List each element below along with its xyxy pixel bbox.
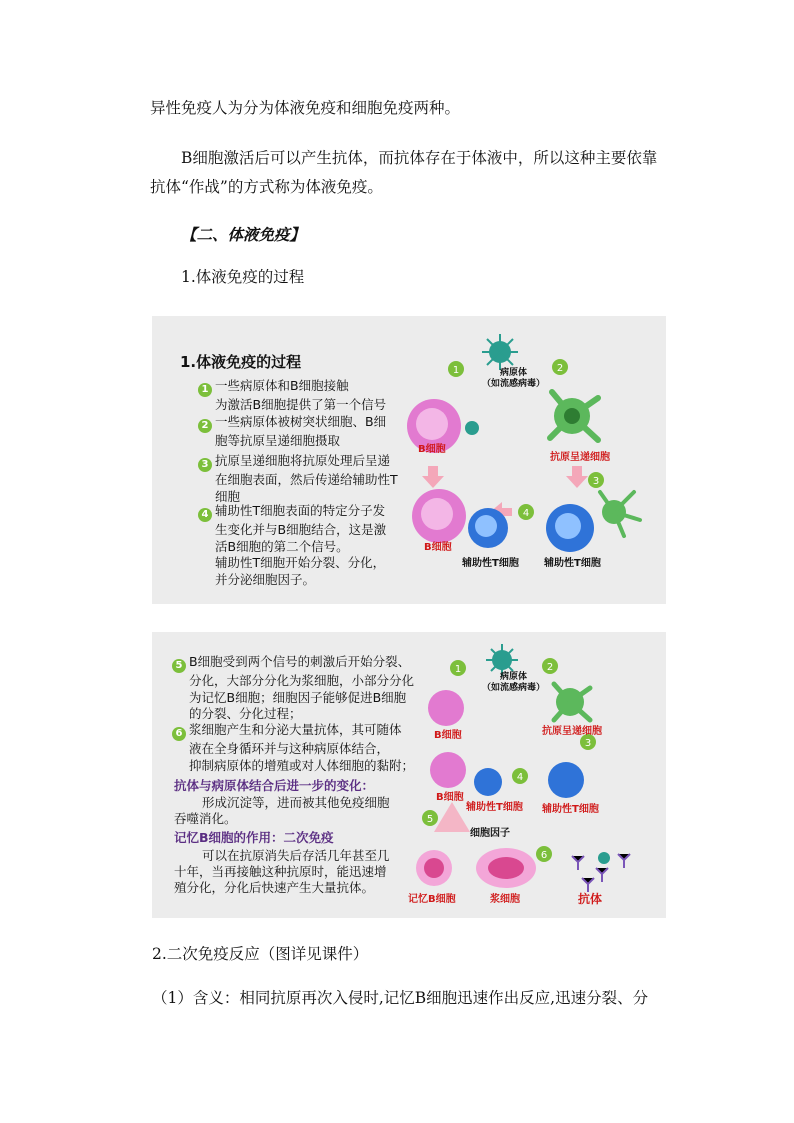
- label-apc: 抗原呈递细胞: [542, 726, 602, 737]
- label-helper-t-cell: 辅助性T细胞: [462, 558, 519, 569]
- subheading-process: 1.体液免疫的过程: [181, 268, 305, 286]
- pathogen-icon: [482, 334, 518, 370]
- memory-text: 十年，当再接触这种抗原时，能迅速增: [174, 864, 387, 879]
- dendritic-cell-icon: [554, 684, 590, 720]
- intro-line: 异性免疫人为分为体液免疫和细胞免疫两种。: [150, 99, 461, 117]
- memory-text: 殖分化，分化后快速产生大量抗体。: [174, 880, 375, 895]
- b-cell-icon: [428, 690, 464, 726]
- label-memory-b-cell: 记忆B细胞: [408, 894, 456, 905]
- antibody-change-heading: 抗体与病原体结合后进一步的变化：: [174, 778, 375, 793]
- helper-t-cell-icon: [474, 768, 502, 796]
- svg-text:2: 2: [546, 662, 554, 673]
- memory-heading: 记忆B细胞的作用：二次免疫: [174, 830, 334, 845]
- step-badge: 6: [172, 727, 186, 741]
- antibody-change-text: 形成沉淀等，进而被其他免疫细胞: [202, 795, 390, 810]
- step-badge: 2: [198, 419, 212, 433]
- cytokine-arrow: [434, 802, 470, 832]
- svg-text:1: 1: [454, 664, 462, 675]
- process-diagram-2: [152, 632, 666, 918]
- svg-text:6: 6: [540, 850, 548, 861]
- label-helper-t-cell: 辅助性T细胞: [466, 802, 523, 813]
- definition-line: （1）含义：相同抗原再次入侵时,记忆B细胞迅速作出反应,迅速分裂、分: [152, 989, 649, 1007]
- step-2: 2 一些病原体被树突状细胞、B细 胞等抗原呈递细胞摄取: [198, 414, 386, 450]
- svg-text:1: 1: [452, 365, 460, 376]
- diagram-panel-2: [152, 632, 666, 918]
- label-helper-t-cell: 辅助性T细胞: [542, 804, 599, 815]
- svg-text:4: 4: [516, 772, 524, 783]
- step-badge: 4: [198, 508, 212, 522]
- label-cytokine: 细胞因子: [470, 828, 510, 839]
- memory-text: 可以在抗原消失后存活几年甚至几: [202, 848, 390, 863]
- paragraph-line: B细胞激活后可以产生抗体，而抗体存在于体液中，所以这种主要依靠: [181, 149, 658, 167]
- step-4: 4 辅助性T细胞表面的特定分子发 生变化并与B细胞结合，这是激 活B细胞的第二个信号。 辅助性T细胞开始分裂、分化， 并分泌细胞因子。: [198, 503, 386, 588]
- label-b-cell: B细胞: [434, 730, 462, 741]
- b-cell-icon: [430, 752, 466, 788]
- step-badge: 1: [198, 383, 212, 397]
- antibody-change-text: 吞噬消化。: [174, 811, 237, 826]
- label-helper-t-cell: 辅助性T细胞: [544, 558, 601, 569]
- label-b-cell: B细胞: [436, 792, 464, 803]
- svg-text:3: 3: [584, 738, 592, 749]
- diagram-panel-1: [152, 316, 666, 604]
- step-badge: 5: [172, 659, 186, 673]
- svg-text:2: 2: [556, 363, 564, 374]
- label-antibody: 抗体: [578, 892, 603, 906]
- label-plasma-cell: 浆细胞: [490, 894, 520, 905]
- label-pathogen: 病原体 （如流感病毒）: [482, 368, 546, 389]
- pathogen-icon: [465, 421, 479, 435]
- svg-text:5: 5: [426, 814, 434, 825]
- paragraph-line: 抗体“作战”的方式称为体液免疫。: [150, 178, 383, 196]
- step-3: 3 抗原呈递细胞将抗原处理后呈递 在细胞表面，然后传递给辅助性T 细胞: [198, 453, 398, 505]
- step-5: 5 B细胞受到两个信号的刺激后开始分裂、 分化，大部分分化为浆细胞，小部分分化 为记忆B细胞；细胞因子能够促进B细胞 的分裂、分化过程；: [172, 654, 414, 723]
- label-b-cell: B细胞: [418, 444, 446, 455]
- label-pathogen: 病原体 （如流感病毒）: [482, 672, 546, 693]
- dendritic-cell-icon: [550, 392, 598, 440]
- svg-text:4: 4: [522, 508, 530, 519]
- step-badge: 3: [198, 458, 212, 472]
- subheading-secondary: 2.二次免疫反应（图详见课件）: [152, 945, 369, 963]
- dendritic-cell-icon: [600, 492, 640, 536]
- label-apc: 抗原呈递细胞: [550, 452, 610, 463]
- section-heading: 【二、体液免疫】: [181, 225, 306, 244]
- helper-t-cell-icon: [548, 762, 584, 798]
- svg-text:3: 3: [592, 476, 600, 487]
- label-b-cell: B细胞: [424, 542, 452, 553]
- arrow-down: [422, 466, 444, 488]
- panel-title: 1.体液免疫的过程: [180, 353, 302, 371]
- arrow-down: [566, 466, 588, 488]
- step-6: 6 浆细胞产生和分泌大量抗体，其可随体 液在全身循环并与这种病原体结合， 抑制病原体的增殖或对人体细胞的黏附；: [172, 722, 414, 774]
- step-1: 1 一些病原体和B细胞接触 为激活B细胞提供了第一个信号: [198, 378, 386, 414]
